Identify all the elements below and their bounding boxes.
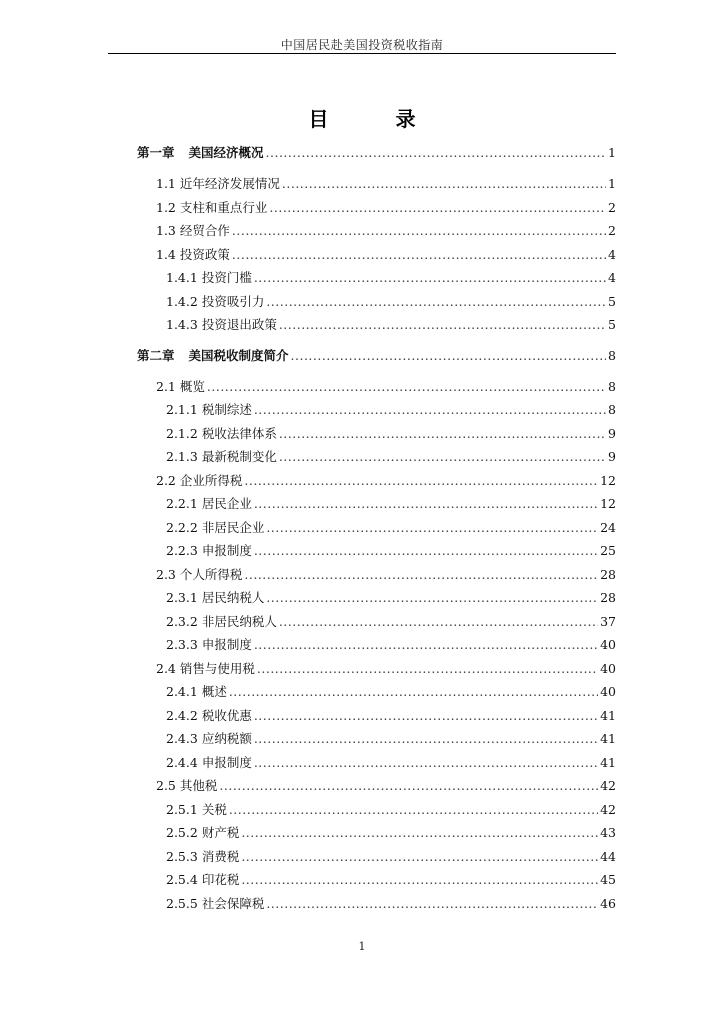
toc-section-entry[interactable] — [156, 565, 616, 585]
toc-entry-number: 2.5.5 — [166, 895, 198, 911]
toc-entry-number: 2.3 — [156, 566, 176, 582]
toc-dot-leader — [291, 348, 607, 363]
toc-entry-page: 44 — [600, 848, 616, 864]
toc-dot-leader — [282, 176, 606, 191]
toc-entry-label — [166, 682, 227, 700]
toc-entry-label — [166, 800, 227, 818]
toc-subsection-entry[interactable] — [166, 424, 616, 444]
toc-entry-number: 2.4.1 — [166, 684, 198, 699]
toc-subsection-entry[interactable] — [166, 682, 616, 702]
toc-entry-page: 4 — [608, 246, 616, 262]
toc-entry-number: 1.3 — [156, 223, 176, 238]
toc-dot-leader — [257, 661, 598, 676]
toc-title: 目 录 — [308, 107, 446, 131]
toc-entry-title: 申报制度 — [201, 754, 252, 770]
toc-entry-label — [166, 706, 252, 724]
toc-entry-page: 9 — [608, 449, 616, 464]
toc-dot-leader — [254, 708, 598, 723]
toc-entry-number: 2.2 — [156, 472, 176, 488]
toc-dot-leader — [266, 590, 598, 605]
toc-entry-label — [166, 424, 277, 442]
toc-dot-leader — [254, 637, 598, 652]
toc-entry-label — [156, 377, 205, 395]
toc-dot-leader — [254, 731, 598, 746]
toc-entry-label — [137, 143, 264, 161]
toc-entry-label — [166, 612, 277, 630]
toc-entry-page: 41 — [600, 707, 616, 723]
toc-subsection-entry[interactable] — [166, 292, 616, 312]
toc-dot-leader — [266, 520, 598, 535]
toc-entry-title: 投资退出政策 — [201, 317, 277, 332]
toc-entry-page: 12 — [600, 496, 616, 511]
toc-entry-label — [156, 198, 267, 216]
toc-section-entry[interactable] — [156, 245, 616, 265]
toc-entry-page: 9 — [608, 425, 616, 441]
toc-entry-title: 居民纳税人 — [201, 590, 265, 605]
toc-dot-leader — [232, 223, 606, 238]
toc-section-entry[interactable] — [156, 174, 616, 194]
toc-entry-label — [156, 776, 217, 794]
toc-entry-number: 2.2.1 — [166, 496, 198, 511]
running-header: 中国居民赴美国投资税收指南 — [280, 38, 444, 52]
toc-entry-title: 税制综述 — [201, 402, 252, 417]
toc-entry-label — [166, 729, 252, 747]
toc-dot-leader — [254, 755, 598, 770]
toc-dot-leader — [229, 802, 598, 817]
toc-entry-page: 8 — [608, 402, 616, 417]
toc-subsection-entry[interactable] — [166, 612, 616, 632]
toc-entry-number: 2.5.4 — [166, 872, 198, 887]
toc-section-entry[interactable] — [156, 659, 616, 679]
toc-entry-page: 2 — [608, 223, 616, 238]
toc-subsection-entry[interactable] — [166, 588, 616, 608]
toc-entry-number: 第二章 — [137, 347, 175, 363]
toc-dot-leader — [229, 684, 598, 699]
toc-entry-label — [166, 400, 252, 418]
toc-entry-label — [166, 847, 239, 865]
toc-subsection-entry[interactable] — [166, 706, 616, 726]
toc-subsection-entry[interactable] — [166, 518, 616, 538]
toc-subsection-entry[interactable] — [166, 268, 616, 288]
toc-entry-number: 2.4.3 — [166, 731, 198, 746]
toc-chapter-entry[interactable] — [137, 143, 616, 163]
toc-entry-label — [166, 494, 252, 512]
toc-entry-title: 应纳税额 — [201, 731, 252, 746]
toc-entry-number: 2.1.2 — [166, 425, 198, 441]
toc-entry-title: 印花税 — [201, 872, 240, 887]
toc-entry-label — [166, 315, 277, 333]
toc-entry-page: 24 — [600, 519, 616, 535]
toc-entry-page: 2 — [608, 199, 616, 215]
toc-dot-leader — [266, 294, 606, 309]
toc-entry-page: 45 — [600, 872, 616, 887]
toc-entry-label — [137, 346, 289, 364]
toc-entry-number: 2.4 — [156, 660, 176, 676]
toc-dot-leader — [266, 896, 598, 911]
toc-dot-leader — [254, 496, 598, 511]
toc-entry-number: 2.2.3 — [166, 543, 198, 558]
toc-entry-number: 2.4.2 — [166, 707, 198, 723]
toc-entry-label — [156, 245, 230, 263]
toc-entry-label — [166, 518, 264, 536]
toc-entry-title: 美国税收制度简介 — [188, 347, 289, 363]
toc-entry-page: 5 — [608, 293, 616, 309]
toc-subsection-entry[interactable] — [166, 447, 616, 467]
toc-section-entry[interactable] — [156, 198, 616, 218]
toc-entry-label — [156, 659, 255, 677]
toc-dot-leader — [279, 426, 606, 441]
toc-subsection-entry[interactable] — [166, 635, 616, 655]
toc-dot-leader — [279, 317, 606, 332]
toc-dot-leader — [279, 614, 598, 629]
toc-entry-title: 申报制度 — [201, 543, 252, 558]
toc-entry-page: 28 — [600, 590, 616, 605]
toc-entry-page: 42 — [600, 778, 616, 793]
toc-entry-label — [166, 292, 264, 310]
toc-entry-label — [166, 588, 264, 606]
toc-entry-number: 1.2 — [156, 199, 176, 215]
toc-entry-title: 其他税 — [179, 778, 218, 793]
toc-entry-label — [166, 753, 252, 771]
toc-dot-leader — [219, 778, 598, 793]
toc-entry-page: 42 — [600, 801, 616, 817]
toc-entry-number: 1.4.1 — [166, 270, 198, 285]
toc-entry-number: 1.4.2 — [166, 293, 198, 309]
toc-entry-number: 2.1.3 — [166, 449, 198, 464]
toc-entry-number: 2.5.2 — [166, 825, 198, 840]
toc-section-entry[interactable] — [156, 377, 616, 397]
toc-subsection-entry[interactable] — [166, 400, 616, 420]
toc-entry-page: 4 — [608, 270, 616, 285]
toc-entry-number: 2.2.2 — [166, 519, 198, 535]
toc-entry-page: 40 — [600, 637, 616, 652]
toc-entry-title: 社会保障税 — [201, 895, 265, 911]
toc-entry-number: 1.4 — [156, 246, 176, 262]
toc-entry-title: 经贸合作 — [179, 223, 230, 238]
toc-entry-page: 1 — [608, 145, 616, 160]
toc-subsection-entry[interactable] — [166, 847, 616, 867]
toc-subsection-entry[interactable] — [166, 870, 616, 890]
toc-entry-page: 41 — [600, 731, 616, 746]
toc-entry-title: 销售与使用税 — [179, 660, 255, 676]
toc-entry-title: 投资政策 — [179, 246, 230, 262]
toc-entry-number: 1.1 — [156, 176, 176, 191]
toc-entry-label — [156, 565, 242, 583]
toc-subsection-entry[interactable] — [166, 800, 616, 820]
page-number: 1 — [358, 940, 366, 953]
toc-subsection-entry[interactable] — [166, 729, 616, 749]
toc-dot-leader — [254, 543, 598, 558]
toc-entry-title: 非居民企业 — [201, 519, 265, 535]
toc-entry-page: 1 — [608, 176, 616, 191]
toc-dot-leader — [244, 567, 598, 582]
toc-entry-title: 支柱和重点行业 — [179, 199, 268, 215]
toc-section-entry[interactable] — [156, 471, 616, 491]
toc-entry-label — [166, 870, 239, 888]
toc-entry-page: 41 — [600, 754, 616, 770]
toc-entry-number: 2.1 — [156, 378, 176, 394]
toc-subsection-entry[interactable] — [166, 823, 616, 843]
toc-dot-leader — [279, 449, 606, 464]
toc-entry-title: 个人所得税 — [179, 566, 243, 582]
toc-chapter-entry[interactable] — [137, 346, 616, 366]
toc-entry-label — [166, 447, 277, 465]
toc-entry-page: 8 — [608, 378, 616, 394]
toc-entry-title: 消费税 — [201, 848, 240, 864]
toc-entry-label — [166, 635, 252, 653]
toc-entry-page: 37 — [600, 613, 616, 629]
toc-entry-title: 税收优惠 — [201, 707, 252, 723]
toc-entry-page: 40 — [600, 660, 616, 676]
toc-entry-title: 美国经济概况 — [188, 145, 264, 160]
toc-entry-title: 企业所得税 — [179, 472, 243, 488]
toc-entry-page: 12 — [600, 472, 616, 488]
toc-subsection-entry[interactable] — [166, 315, 616, 335]
toc-entry-number: 2.3.2 — [166, 613, 198, 629]
toc-entry-label — [166, 823, 239, 841]
toc-section-entry[interactable] — [156, 776, 616, 796]
toc-dot-leader — [241, 825, 598, 840]
toc-entry-page: 5 — [608, 317, 616, 332]
toc-entry-title: 投资门槛 — [201, 270, 252, 285]
toc-subsection-entry[interactable] — [166, 541, 616, 561]
toc-entry-page: 40 — [600, 684, 616, 699]
toc-entry-title: 非居民纳税人 — [201, 613, 277, 629]
toc-dot-leader — [254, 402, 606, 417]
toc-entry-number: 2.4.4 — [166, 754, 198, 770]
toc-entry-title: 关税 — [201, 801, 227, 817]
toc-dot-leader — [241, 849, 598, 864]
toc-entry-page: 43 — [600, 825, 616, 840]
toc-entry-page: 28 — [600, 566, 616, 582]
toc-entry-label — [166, 541, 252, 559]
toc-dot-leader — [254, 270, 606, 285]
toc-entry-label — [166, 268, 252, 286]
toc-dot-leader — [269, 200, 606, 215]
toc-entry-number: 第一章 — [137, 145, 175, 160]
toc-entry-title: 居民企业 — [201, 496, 252, 511]
toc-entry-number: 2.5 — [156, 778, 176, 793]
toc-entry-title: 财产税 — [201, 825, 240, 840]
toc-entry-page: 46 — [600, 895, 616, 911]
toc-entry-number: 2.3.3 — [166, 637, 198, 652]
toc-dot-leader — [266, 145, 607, 160]
toc-subsection-entry[interactable] — [166, 894, 616, 914]
toc-dot-leader — [232, 247, 606, 262]
toc-entry-label — [166, 894, 264, 912]
toc-entry-number: 1.4.3 — [166, 317, 198, 332]
toc-entry-number: 2.5.1 — [166, 801, 198, 817]
toc-entry-title: 概述 — [201, 684, 227, 699]
toc-entry-page: 25 — [600, 543, 616, 558]
toc-subsection-entry[interactable] — [166, 753, 616, 773]
toc-section-entry[interactable] — [156, 221, 616, 241]
toc-entry-page: 8 — [608, 347, 616, 363]
toc-entry-title: 概览 — [179, 378, 205, 394]
toc-entry-title: 申报制度 — [201, 637, 252, 652]
toc-entry-title: 近年经济发展情况 — [179, 176, 280, 191]
toc-subsection-entry[interactable] — [166, 494, 616, 514]
toc-entry-number: 2.1.1 — [166, 402, 198, 417]
toc-entry-title: 税收法律体系 — [201, 425, 277, 441]
toc-entry-title: 投资吸引力 — [201, 293, 265, 309]
toc-dot-leader — [207, 379, 606, 394]
toc-entry-label — [156, 221, 230, 239]
toc-entry-label — [156, 471, 242, 489]
toc-entry-title: 最新税制变化 — [201, 449, 277, 464]
toc-entry-number: 2.5.3 — [166, 848, 198, 864]
toc-entry-number: 2.3.1 — [166, 590, 198, 605]
toc-dot-leader — [241, 872, 598, 887]
toc-dot-leader — [244, 473, 598, 488]
toc-entry-label — [156, 174, 280, 192]
